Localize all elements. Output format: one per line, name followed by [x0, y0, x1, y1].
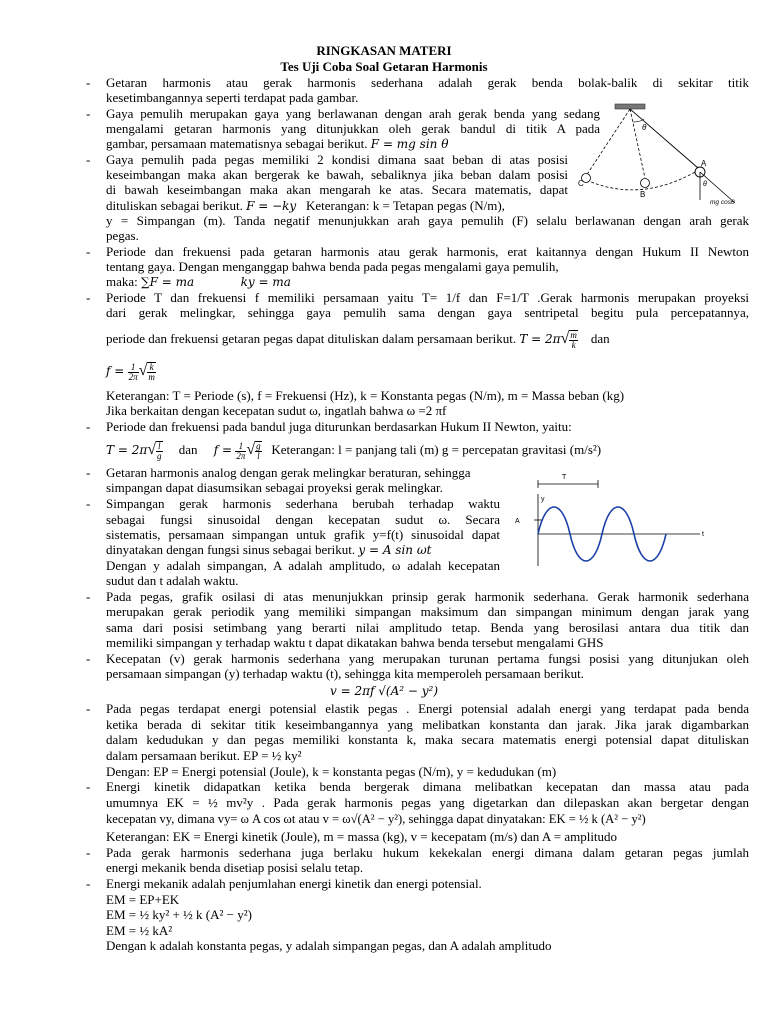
pendulum-figure [570, 100, 750, 210]
text-line: Dengan k adalah konstanta pegas, y adalah simpangan pegas, dan A adalah amplitudo [106, 938, 552, 953]
formula-pendulum-period: T = 2π [106, 442, 148, 457]
text-line: gambar, persamaan matematisnya sebagai berikut. F = mg sin θ [106, 136, 449, 151]
text-line: Periode T dan frekuensi f memiliki persamaan yaitu T= 1/f dan F=1/T .Gerak harmonis merupakan proyeksi [106, 290, 749, 305]
formula-spring-newton: ky = ma [240, 275, 291, 289]
label-t-axis: t [702, 531, 704, 538]
label-mg-cos: mg cosθ [710, 199, 735, 206]
bullet-marker: - [86, 244, 91, 259]
text-line: Keterangan: EK = Energi kinetik (Joule), m = massa (kg), v = kecepatam (m/s) dan A = amplitudo [106, 829, 618, 844]
bullet-marker: - [86, 701, 91, 716]
bullet-marker: - [86, 465, 91, 480]
formula-spring-period: T = 2π [519, 331, 561, 346]
text-line: ketika berada di sekitar titik keseimbangannya yang melibatkan konstanta dan jarak. Jika jarak digambarkan [106, 717, 749, 732]
equation-line: EM = EP+EK [106, 892, 180, 907]
text-line: Pada pegas terdapat energi potensial elastik pegas . Energi potensial adalah energi yang terdapat pada benda [106, 701, 749, 716]
text-line: T = 2π√ $\frac{l}{g}$ dan f = $\frac{1}{2\pi}$ √ $\frac{g}{l}$ Keterangan: l = panjang tali (m) g = percepatan gravitasi (m/s²) [106, 440, 602, 461]
text-line: tentang gaya. Dengan menganggap bahwa benda pada pegas mengalami gaya pemulih, [106, 259, 559, 274]
document-title: RINGKASAN MATERI [316, 43, 452, 58]
label-point-a: A [701, 159, 707, 168]
text-line: Pada gerak harmonis sederhana juga berlaku hukum kekekalan energi dimana dalam getaran pegas jumlah [106, 845, 749, 860]
label-theta-top: θ [642, 123, 647, 132]
formula-spring-frequency: f = [106, 363, 125, 378]
label-point-c: C [578, 179, 584, 188]
text-line: maka: ∑F = ma ky = ma [106, 274, 291, 289]
bullet-marker: - [86, 876, 91, 891]
pendulum-bob-b [641, 179, 650, 188]
text-line: Dengan y adalah simpangan, A adalah amplitudo, ω adalah kecepatan [106, 558, 500, 573]
text-line: mengalami getaran harmonis yang ditunjukkan oleh gerak bandul di titik A pada [106, 121, 600, 136]
text-line: Dengan: EP = Energi potensial (Joule), k = konstanta pegas (N/m), y = kedudukan (m) [106, 764, 557, 779]
label-amplitude: A [515, 518, 520, 525]
pendulum-string [630, 109, 698, 168]
formula-velocity: v = 2πf √(A² − y²) [330, 684, 438, 698]
label-point-b: B [640, 190, 646, 199]
document-subtitle: Tes Uji Coba Soal Getaran Harmonis [280, 59, 488, 74]
text-line: pegas. [106, 228, 139, 243]
text-line: Getaran harmonis analog dengan gerak melingkar beraturan, sehingga [106, 465, 471, 480]
label-y-axis: y [541, 496, 545, 503]
text-line: Periode dan frekuensi pada bandul juga diturunkan berdasarkan Hukum II Newton, yaitu: [106, 419, 572, 434]
bullet-marker: - [86, 845, 91, 860]
text-line: Energi kinetik didapatkan ketika benda bergerak dimana melibatkan kecepatan dan massa atau pada [106, 779, 749, 794]
text-line: periode dan frekuensi getaran pegas dapat dituliskan dalam persamaan berikut. T = 2π√ $\frac{m}{k}$ dan [106, 329, 610, 350]
bullet-marker: - [86, 779, 91, 794]
text-line: dalam kedudukan y dan pegas memiliki konstanta k, maka secara matematis energi potensial dapat dituliskan [106, 732, 749, 747]
text-line: kecepatan vy, dimana vy= ω A cos ωt atau v = ω√(A² − y²), sehingga dapat dinyatakan: EK = ½ k (A² − y²) [106, 812, 646, 826]
text-line: merupakan gerak periodik yang memiliki simpangan maksimum dan simpangan minimum dengan jarak yang [106, 604, 749, 619]
text-line: memiliki simpangan y terhadap waktu t dapat dikatakan bahwa benda tersebut mengalami GHS [106, 635, 604, 650]
bullet-marker: - [86, 290, 91, 305]
text-line: sudut dan t adalah waktu. [106, 573, 239, 588]
label-period: T [562, 474, 567, 481]
text-line: Gaya pemulih merupakan gaya yang berlawanan dengan arah gerak benda yang sedang [106, 106, 600, 121]
text-line: Jika berkaitan dengan kecepatan sudut ω, ingatlah bahwa ω =2 πf [106, 403, 447, 418]
bullet-marker: - [86, 496, 91, 511]
formula-displacement: y = A sin ωt [358, 543, 432, 557]
text-line: Pada pegas, grafik osilasi di atas menunjukkan prinsip gerak harmonik sederhana. Gerak harmonik sederhana [106, 589, 749, 604]
text-line: di bawah keseimbangan maka akan mengarah ke atas. Secara matematis, dapat [106, 182, 568, 197]
sine-wave-figure [510, 470, 720, 580]
text-line: Kecepatan (v) gerak harmonis sederhana yang merupakan turunan pertama fungsi posisi yang ditunjukan oleh [106, 651, 749, 666]
text-line: dalam persamaan berikut. EP = ½ ky² [106, 748, 302, 763]
pendulum-rest-string [630, 109, 645, 178]
bullet-marker: - [86, 106, 91, 121]
text-line: energi mekanik benda disetiap posisi selalu tetap. [106, 860, 364, 875]
text-line: Energi mekanik adalah penjumlahan energi kinetik dan energi potensial. [106, 876, 482, 891]
text-line: dituliskan sebagai berikut. F = −ky Keterangan: k = Tetapan pegas (N/m), [106, 198, 505, 213]
text-line: persamaan simpangan (y) terhadap waktu (t), sehingga kita memperoleh persamaan berikut. [106, 666, 584, 681]
pendulum-left-string [586, 109, 630, 176]
text-line: Getaran harmonis atau gerak harmonis sederhana adalah gerak benda bolak-balik di sekitar titik [106, 75, 749, 90]
bullet-marker: - [86, 651, 91, 666]
formula-restoring-force: F = mg sin θ [370, 137, 449, 151]
bullet-marker: - [86, 589, 91, 604]
text-line: keseimbangan maka akan bergerak ke bawah, sebaliknya jika beban dalam posisi [106, 167, 568, 182]
text-line: y = Simpangan (m). Tanda negatif menunjukkan arah gaya pemulih (F) selalu berlawanan dengan arah gerak [106, 213, 749, 228]
text-line: sebagai fungsi sinusoidal dengan kecepatan sudut ω. Secara [106, 512, 500, 527]
text-line: Periode dan frekuensi pada getaran harmonis atau gerak harmonis, erat kaitannya dengan Hukum II Newton [106, 244, 749, 259]
text-line: dari gerak melingkar, sehingga gaya pemulih sama dengan gaya sentripetal begitu pula percepatannya, [106, 305, 749, 320]
equation-line: EM = ½ kA² [106, 923, 173, 938]
text-line: sistematis, persamaan simpangan untuk grafik y=f(t) sinusoidal dapat [106, 527, 500, 542]
text-line: dinyatakan dengan fungsi sinus sebagai berikut. y = A sin ωt [106, 542, 432, 557]
bullet-marker: - [86, 75, 91, 90]
text-line: f = $\frac{1}{2\pi}$ √ $\frac{k}{m}$ [106, 361, 155, 382]
bullet-marker: - [86, 152, 91, 167]
text-line: Simpangan gerak harmonis sederhana berubah terhadap waktu [106, 496, 500, 511]
pendulum-ceiling [615, 104, 645, 109]
text-line: Gaya pemulih pada pegas memiliki 2 kondisi dimana saat beban di atas posisi [106, 152, 568, 167]
text-line: kesetimbangannya seperti terdapat pada gambar. [106, 90, 359, 105]
equation-line: EM = ½ ky² + ½ k (A² − y²) [106, 907, 252, 922]
text-line: sama dari posisi setimbang yang berarti nilai amplitudo tetap. Benda yang berosilasi antara dua titik dan [106, 620, 749, 635]
formula-pendulum-frequency: f = [213, 442, 233, 457]
label-theta-low: θ [703, 181, 707, 188]
formula-newton: ∑F = ma [141, 275, 195, 289]
bullet-marker: - [86, 419, 91, 434]
text-line: Keterangan: T = Periode (s), f = Frekuensi (Hz), k = Konstanta pegas (N/m), m = Massa beban (kg) [106, 388, 625, 403]
text-line: umumnya EK = ½ mv²y . Pada gerak harmonis pegas yang digetarkan dan dilepaskan akan bergetar dengan [106, 795, 749, 810]
text-line: simpangan dapat diasumsikan sebagai proyeksi gerak melingkar. [106, 480, 443, 495]
formula-spring-force: F = −ky [246, 199, 297, 213]
